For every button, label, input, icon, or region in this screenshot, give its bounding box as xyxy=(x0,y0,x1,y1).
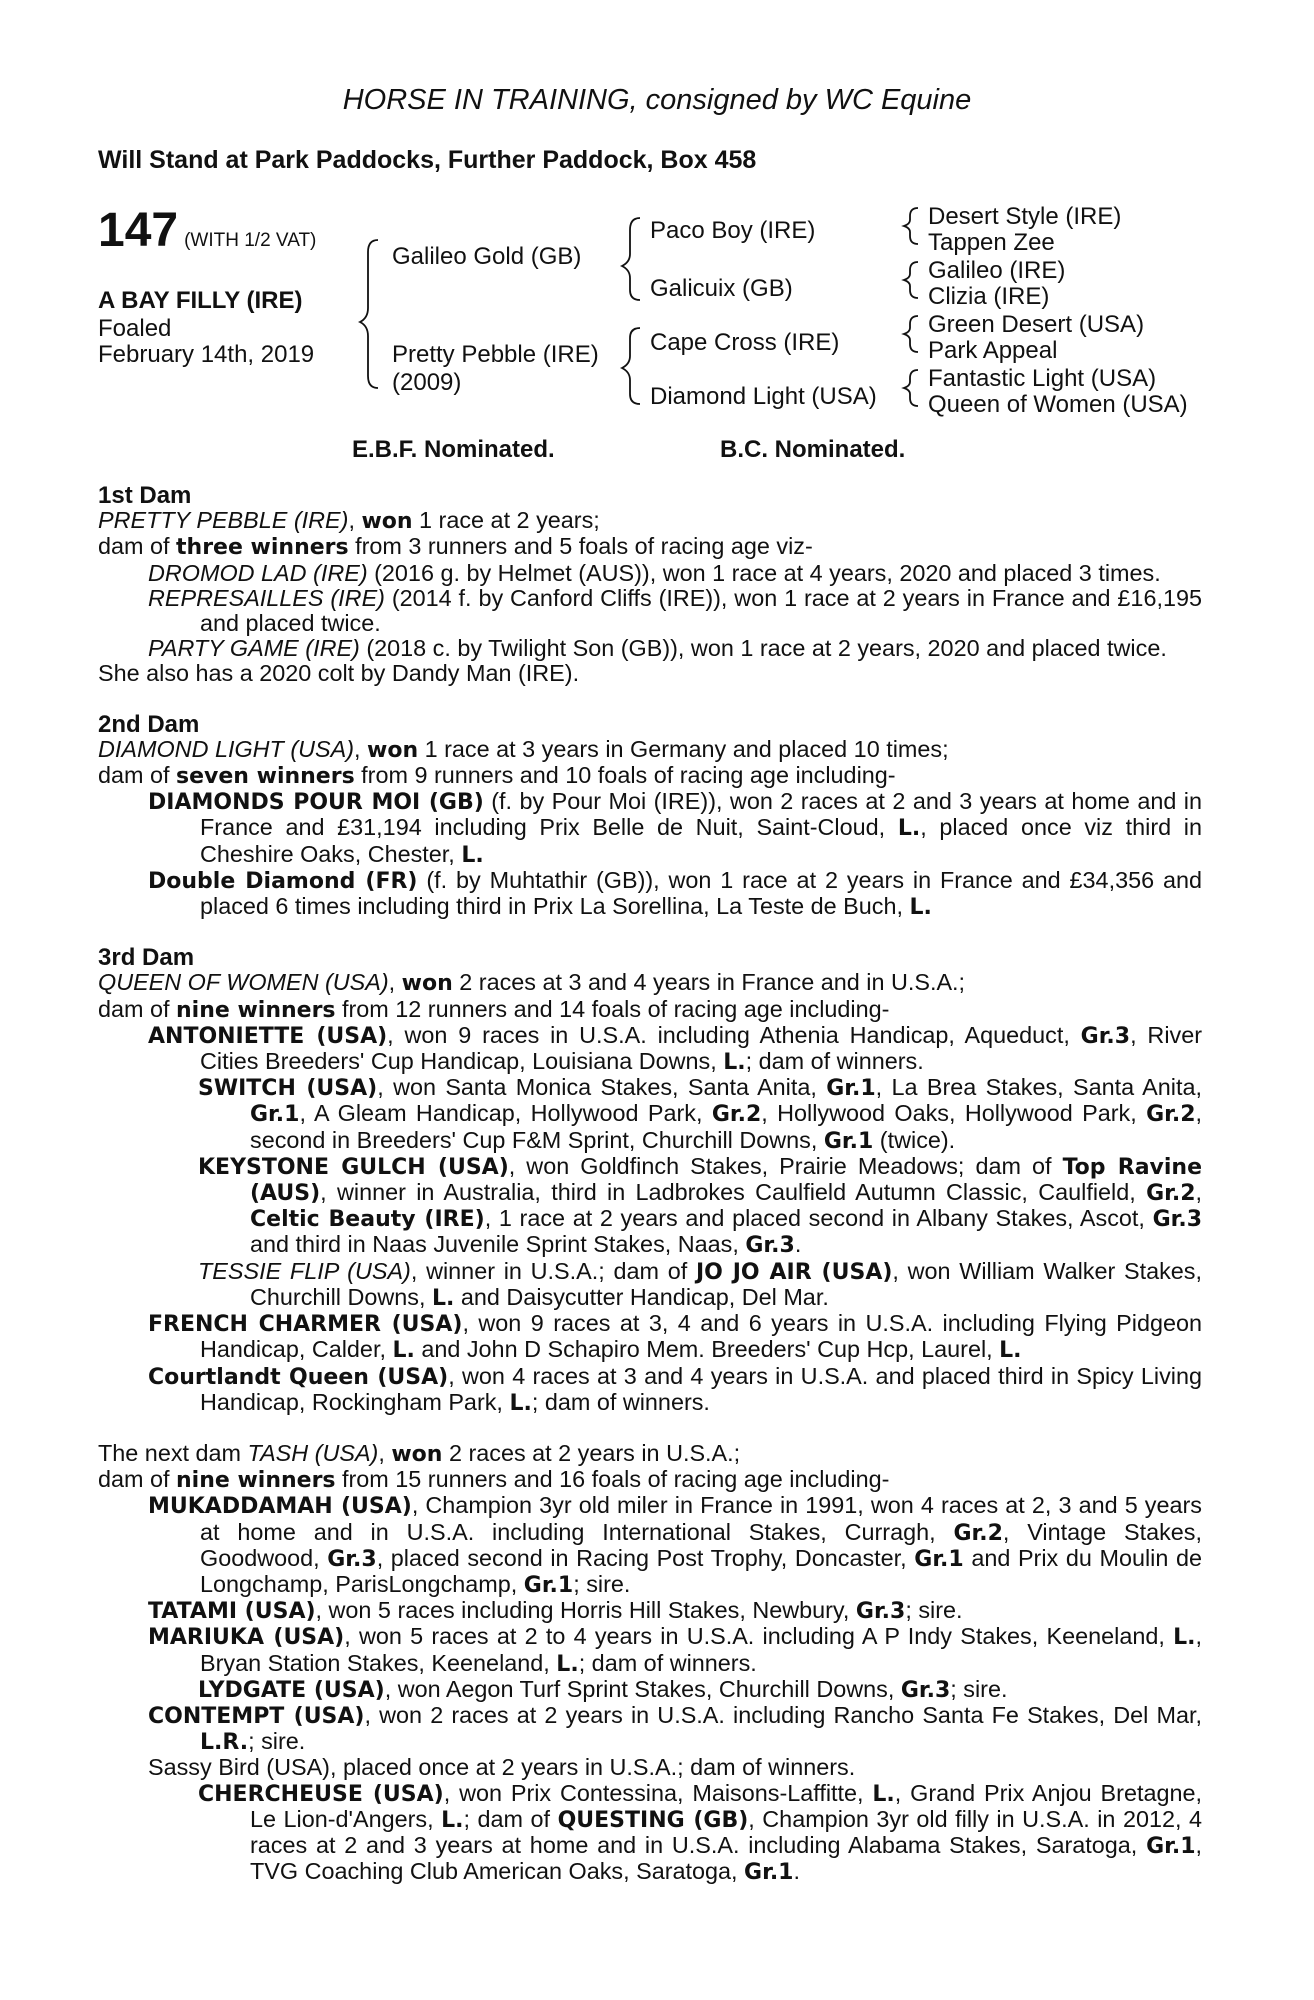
grandparent-8: Queen of Women (USA) xyxy=(928,391,1188,418)
dam2-record: DIAMOND LIGHT (USA), won 1 race at 3 years in Germany and placed 10 times; xyxy=(98,735,949,763)
dam1-progeny-1: DROMOD LAD (IRE) (2016 g. by Helmet (AUS)), won 1 race at 4 years, 2020 and placed 3 times. xyxy=(148,559,1161,586)
dam3-record: QUEEN OF WOMEN (USA), won 2 races at 3 and 4 years in France and in U.S.A.; xyxy=(98,969,966,997)
next-dam-progeny-tatami: TATAMI (USA), won 5 races including Horris Hill Stakes, Newbury, Gr.3; sire. xyxy=(148,1597,963,1625)
dam1-progeny-3: PARTY GAME (IRE) (2018 c. by Twilight Son (GB)), won 1 race at 2 years, 2020 and placed twice. xyxy=(148,635,1167,662)
dam3-grandprogeny-tessie: TESSIE FLIP (USA), winner in U.S.A.; dam of JO JO AIR (USA), won William Walker Stakes, Churchill Downs, L. and Daisycutter Handicap, Del Mar. xyxy=(198,1257,1203,1311)
grandparent-4: Clizia (IRE) xyxy=(928,283,1050,310)
grandparent-1: Desert Style (IRE) xyxy=(928,203,1122,230)
foaled-label: Foaled xyxy=(98,315,172,342)
grandparent-5: Green Desert (USA) xyxy=(928,311,1145,338)
next-dam-produce-summary: dam of nine winners from 15 runners and 16 foals of racing age including- xyxy=(98,1466,890,1494)
vat-note: (WITH 1/2 VAT) xyxy=(184,230,317,251)
dam3-progeny-courtlandt: Courtlandt Queen (USA), won 4 races at 3 and 4 years in U.S.A. and placed third in Spicy Living Handicap, Rockingham Park, L.; dam of winners. xyxy=(148,1362,1202,1416)
dam2-produce-summary: dam of seven winners from 9 runners and 10 foals of racing age including- xyxy=(98,762,896,790)
dam3-grandprogeny-switch: SWITCH (USA), won Santa Monica Stakes, Santa Anita, Gr.1, La Brea Stakes, Santa Anita, Gr.1, A Gleam Handicap, Hollywood Park, Gr.2, Hollywood Oaks, Hollywood Park, Gr.2, second in Breeders' Cup F&M Sprint, Churchill Downs, Gr.1 (twice). xyxy=(198,1074,1202,1154)
next-dam-progeny-contempt: CONTEMPT (USA), won 2 races at 2 years in U.S.A. including Rancho Santa Fe Stakes, Del Mar, L.R.; sire. xyxy=(148,1701,1202,1756)
grandparent-3: Galileo (IRE) xyxy=(928,257,1066,284)
dam-year: (2009) xyxy=(392,369,462,396)
dam3-grandprogeny-keystone: KEYSTONE GULCH (USA), won Goldfinch Stakes, Prairie Meadows; dam of Top Ravine (AUS), winner in Australia, third in Ladbrokes Caulfield Autumn Classic, Caulfield, Gr.2, Celtic Beauty (IRE), 1 race at 2 years and placed second in Albany Stakes, Ascot, Gr.3 and third in Naas Juvenile Sprint Stakes, Naas, Gr.3. xyxy=(198,1152,1203,1259)
dam-name: Pretty Pebble (IRE) xyxy=(392,341,599,368)
lot-number: 147 xyxy=(98,204,179,257)
foaled-date: February 14th, 2019 xyxy=(98,341,315,368)
stand-location: Will Stand at Park Paddocks, Further Paddock, Box 458 xyxy=(98,146,757,174)
bc-nominated: B.C. Nominated. xyxy=(720,436,906,463)
dam2-heading: 2nd Dam xyxy=(98,710,200,738)
catalogue-notes xyxy=(98,483,1202,1885)
grandparent-2: Tappen Zee xyxy=(928,229,1055,256)
dam3-progeny-french-charmer: FRENCH CHARMER (USA), won 9 races at 3, 4 and 6 years in U.S.A. including Flying Pidgeon Handicap, Calder, L. and John D Schapiro Mem. Breeders' Cup Hcp, Laurel, L. xyxy=(148,1310,1203,1364)
dam1-heading: 1st Dam xyxy=(98,482,192,509)
next-dam-record: The next dam TASH (USA), won 2 races at 2 years in U.S.A.; xyxy=(98,1439,741,1467)
dam-sire: Cape Cross (IRE) xyxy=(650,329,840,356)
next-dam-progeny-mariuka: MARIUKA (USA), won 5 races at 2 to 4 years in U.S.A. including A P Indy Stakes, Keeneland, L., Bryan Station Stakes, Keeneland, L.; dam of winners. xyxy=(148,1623,1202,1677)
dam1-produce-summary: dam of three winners from 3 runners and 5 foals of racing age viz- xyxy=(98,533,813,561)
dam1-record: PRETTY PEBBLE (IRE), won 1 race at 2 years; xyxy=(98,507,600,535)
next-dam-progeny-sassy-bird: Sassy Bird (USA), placed once at 2 years in U.S.A.; dam of winners. xyxy=(148,1754,856,1781)
next-dam-grandprogeny-chercheuse: CHERCHEUSE (USA), won Prix Contessina, Maisons-Laffitte, L., Grand Prix Anjou Bretagne, Le Lion-d'Angers, L.; dam of QUESTING (GB), Champion 3yr old filly in U.S.A. in 2012, 4 races at 2 and 3 years at home and in U.S.A. including Alabama Stakes, Saratoga, Gr.1, TVG Coaching Club American Oaks, Saratoga, Gr.1. xyxy=(198,1779,1202,1886)
sire-dam: Galicuix (GB) xyxy=(650,275,793,302)
lot-description: A BAY FILLY (IRE) xyxy=(98,287,303,314)
dam-dam: Diamond Light (USA) xyxy=(650,383,877,410)
next-dam-grandprogeny-lydgate: LYDGATE (USA), won Aegon Turf Sprint Stakes, Churchill Downs, Gr.3; sire. xyxy=(198,1675,1008,1703)
next-dam-progeny-mukaddamah: MUKADDAMAH (USA), Champion 3yr old miler in France in 1991, won 4 races at 2, 3 and 5 years at home and in U.S.A. including International Stakes, Curragh, Gr.2, Vintage Stakes, Goodwood, Gr.3, placed second in Racing Post Trophy, Doncaster, Gr.1 and Prix du Moulin de Longchamp, ParisLongchamp, Gr.1; sire. xyxy=(148,1492,1202,1598)
page-title: HORSE IN TRAINING, consigned by WC Equine xyxy=(342,84,972,116)
dam2-progeny-2: Double Diamond (FR) (f. by Muhtathir (GB)), won 1 race at 2 years in France and £34,356 and placed 6 times including third in Prix La Sorellina, La Teste de Buch, L. xyxy=(148,866,1202,921)
grandparent-7: Fantastic Light (USA) xyxy=(928,365,1157,392)
grandparent-6: Park Appeal xyxy=(928,337,1058,364)
sire-sire: Paco Boy (IRE) xyxy=(650,217,816,244)
dam1-also: She also has a 2020 colt by Dandy Man (IRE). xyxy=(98,660,580,687)
dam3-heading: 3rd Dam xyxy=(98,944,195,972)
dam3-produce-summary: dam of nine winners from 12 runners and 14 foals of racing age including- xyxy=(98,995,890,1023)
dam1-progeny-2: REPRESAILLES (IRE) (2014 f. by Canford Cliffs (IRE)), won 1 race at 2 years in France and £16,195 and placed twice. xyxy=(148,584,1202,637)
ebf-nominated: E.B.F. Nominated. xyxy=(352,436,555,463)
dam3-progeny-antoniette: ANTONIETTE (USA), won 9 races in U.S.A. including Athenia Handicap, Aqueduct, Gr.3, River Cities Breeders' Cup Handicap, Louisiana Downs, L.; dam of winners. xyxy=(148,1021,1203,1076)
sire-name: Galileo Gold (GB) xyxy=(392,243,582,270)
dam2-progeny-1: DIAMONDS POUR MOI (GB) (f. by Pour Moi (IRE)), won 2 races at 2 and 3 years at home and in France and £31,194 including Prix Belle de Nuit, Saint-Cloud, L., placed once viz third in Cheshire Oaks, Chester, L. xyxy=(148,788,1202,868)
